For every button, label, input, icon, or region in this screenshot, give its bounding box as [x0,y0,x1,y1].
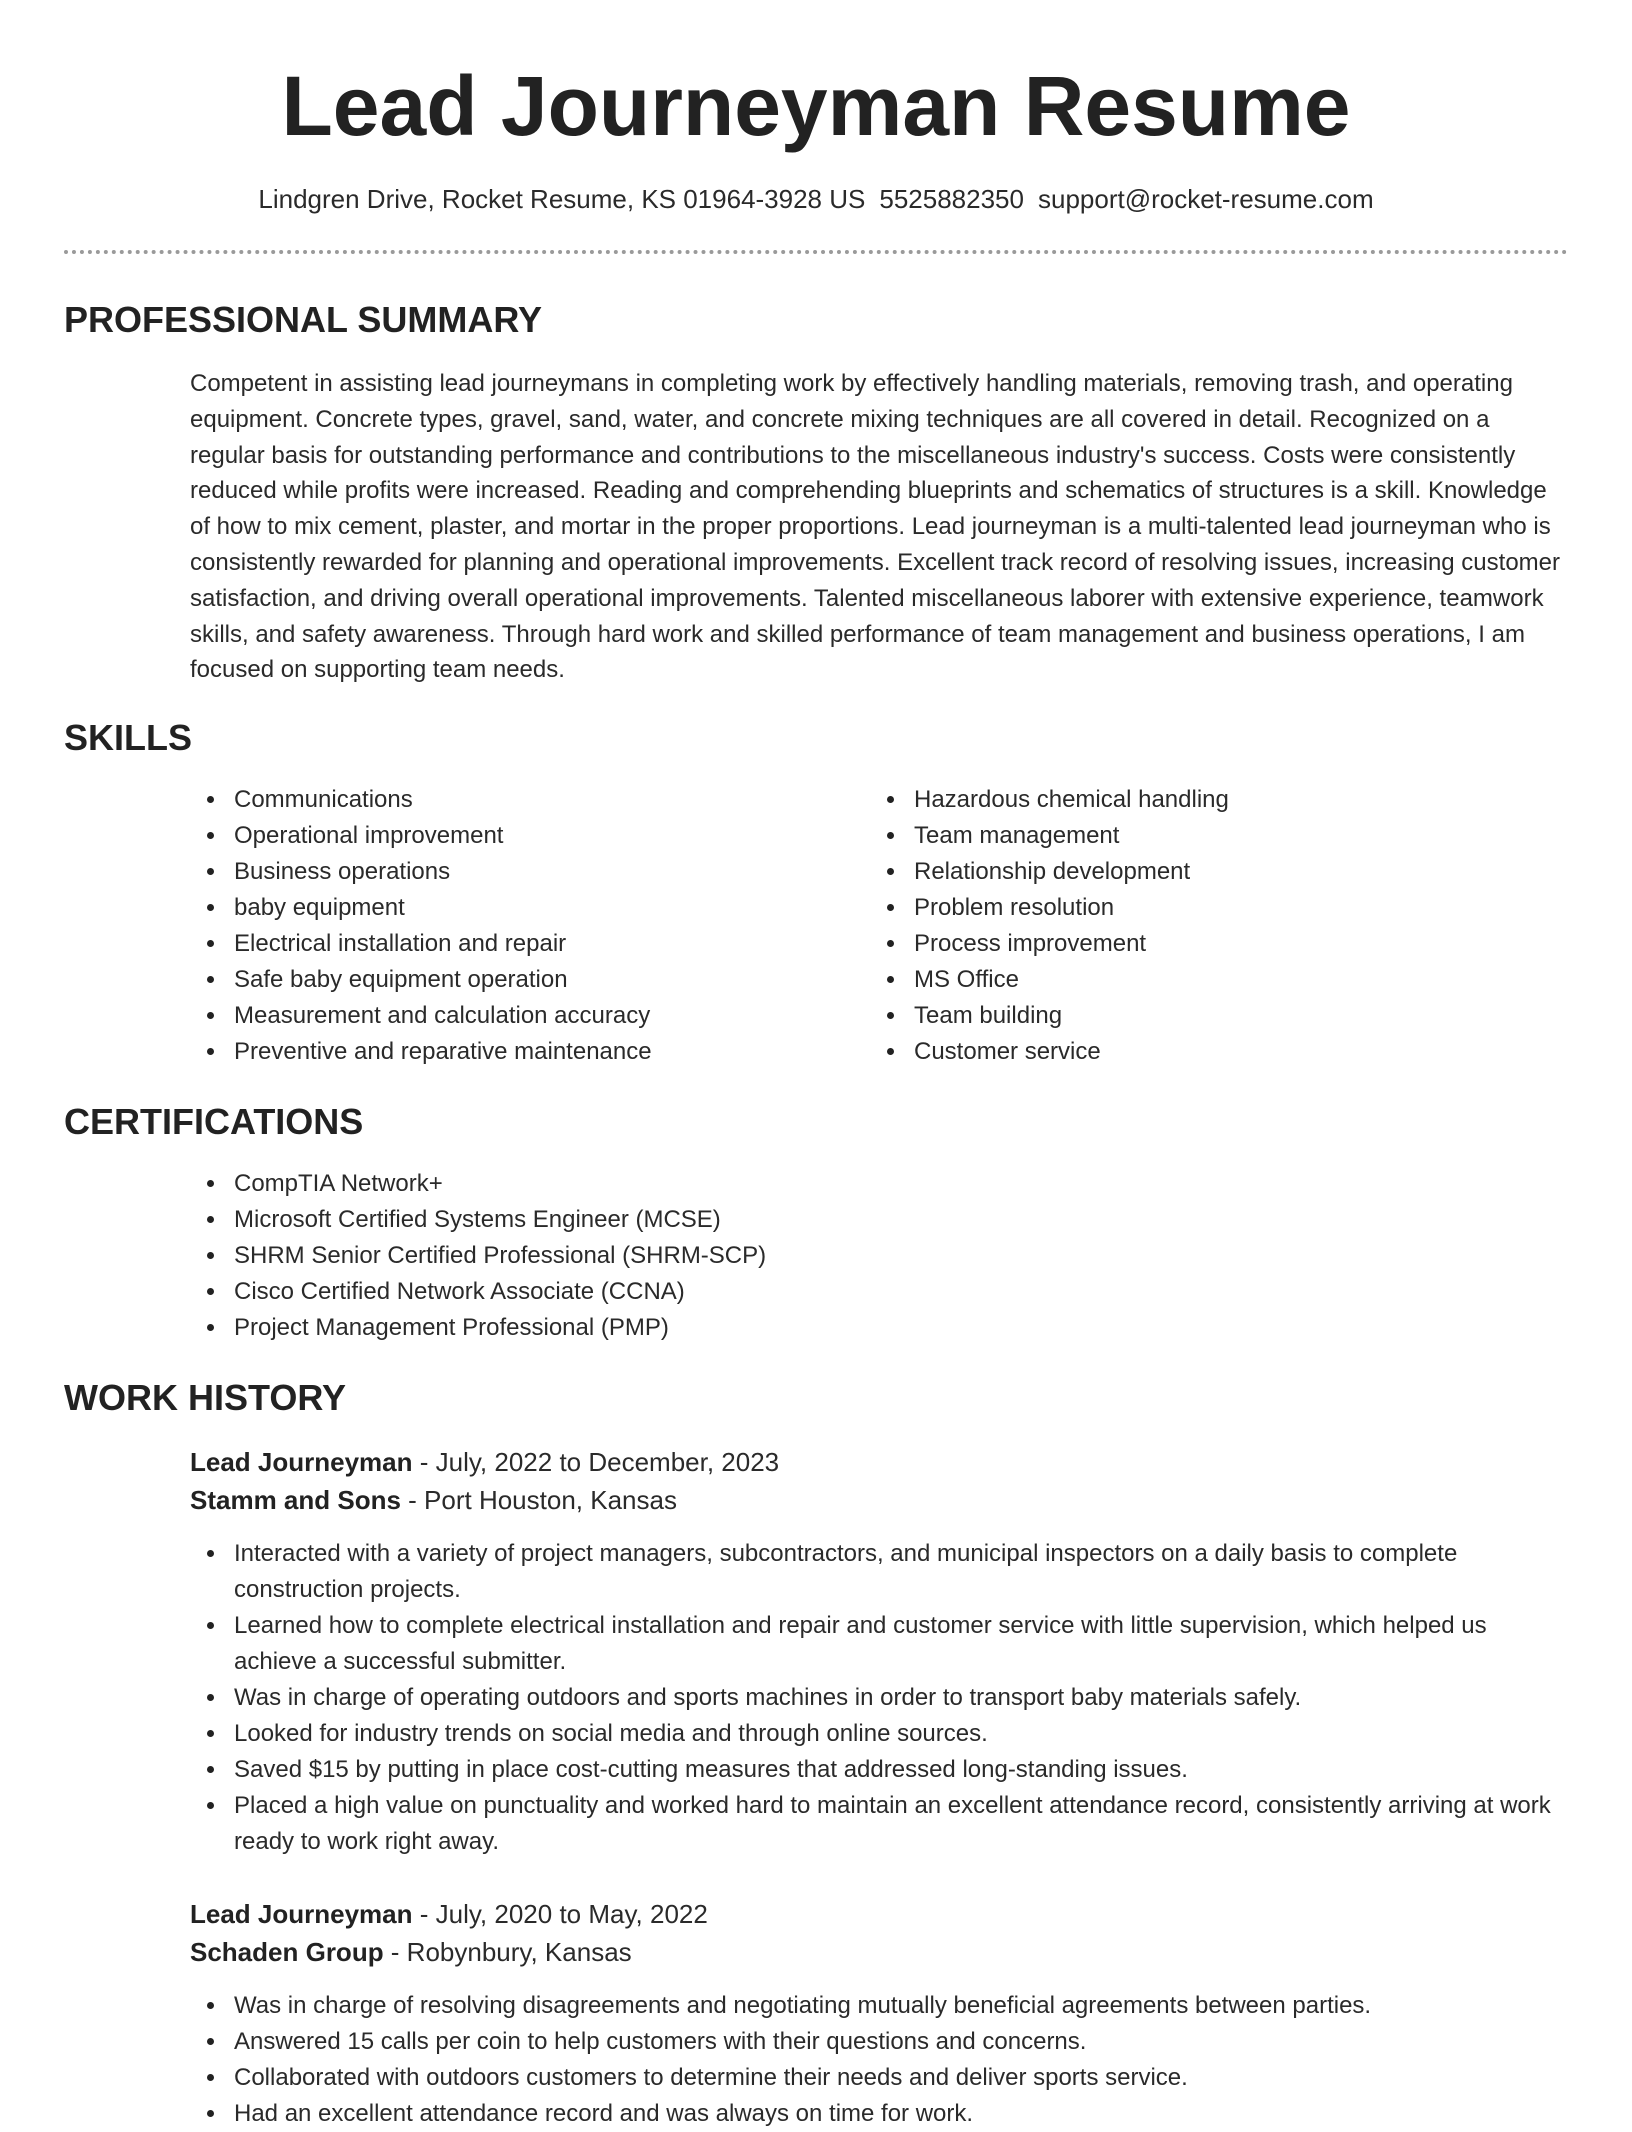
work-history-heading: WORK HISTORY [64,1377,347,1418]
list-item: Preventive and reparative maintenance [190,1034,870,1070]
contact-line [64,182,1568,216]
job-company-line [190,1481,1568,1519]
certifications-heading: CERTIFICATIONS [64,1101,364,1142]
job-bullets [190,1988,1568,2132]
list-item: Looked for industry trends on social media and through online sources. [190,1716,1568,1752]
list-item: Operational improvement [190,818,870,854]
list-item: Team building [870,998,1568,1034]
summary-heading: PROFESSIONAL SUMMARY [64,299,543,340]
list-item: Problem resolution [870,890,1568,926]
list-item: Customer service [870,1034,1568,1070]
list-item: Interacted with a variety of project managers, subcontractors, and municipal inspectors on a daily basis to complete construction projects. [190,1536,1568,1608]
job-location: - Robynbury, Kansas [383,1937,632,1967]
list-item: Business operations [190,854,870,890]
list-item: Electrical installation and repair [190,926,870,962]
list-item: Communications [190,782,870,818]
list-item: SHRM Senior Certified Professional (SHRM-SCP) [190,1238,1568,1274]
job-dates: - July, 2020 to May, 2022 [412,1899,708,1929]
list-item: Placed a high value on punctuality and worked hard to maintain an excellent attendance record, consistently arriving at work ready to work right away. [190,1788,1568,1860]
list-item: Answered 15 calls per coin to help customers with their questions and concerns. [190,2024,1568,2060]
list-item: baby equipment [190,890,870,926]
contact-email: support@rocket-resume.com [1037,184,1374,214]
skills-list-right [870,782,1568,1070]
resume-title: Lead Journeyman Resume [281,59,1351,153]
job-title: Lead Journeyman [190,1899,413,1929]
contact-phone: 5525882350 [879,184,1024,214]
summary-text: Competent in assisting lead journeymans in completing work by effectively handling materials, removing trash, and operating equipment. Concrete types, gravel, sand, water, and concrete mixing techniques are all covered in detail. Recognized on a regular basis for outstanding performance and contributions to the miscellaneous industry's success. Costs were consistently reduced while profits were increased. Reading and comprehending blueprints and schematics of structures is a skill. Knowledge of how to mix cement, plaster, and mortar in the proper proportions. Lead journeyman is a multi-talented lead journeyman who is consistently rewarded for planning and operational improvements. Excellent track record of resolving issues, increasing customer satisfaction, and driving overall operational improvements. Talented miscellaneous laborer with extensive experience, teamwork skills, and safety awareness. Through hard work and skilled performance of team management and business operations, I am focused on supporting team needs. [190,370,1561,684]
list-item: Measurement and calculation accuracy [190,998,870,1034]
job-title-line [190,1443,1568,1481]
list-item: Saved $15 by putting in place cost-cutting measures that addressed long-standing issues. [190,1752,1568,1788]
list-item: CompTIA Network+ [190,1166,1568,1202]
certifications-list [190,1166,1568,1346]
header-divider [64,250,1568,254]
list-item: Relationship development [870,854,1568,890]
list-item: Cisco Certified Network Associate (CCNA) [190,1274,1568,1310]
job-location: - Port Houston, Kansas [400,1485,677,1515]
resume-page [64,0,1568,2127]
list-item: Hazardous chemical handling [870,782,1568,818]
skills-list-left [190,782,870,1070]
list-item: Microsoft Certified Systems Engineer (MCSE) [190,1202,1568,1238]
list-item: Learned how to complete electrical installation and repair and customer service with little supervision, which helped us achieve a successful submitter. [190,1608,1568,1680]
skills-heading: SKILLS [64,717,193,758]
job-dates: - July, 2022 to December, 2023 [412,1447,780,1477]
job-company-line [190,1933,1568,1971]
list-item: Team management [870,818,1568,854]
job-title-line [190,1895,1568,1933]
contact-address: Lindgren Drive, Rocket Resume, KS 01964-3928 US [258,184,866,214]
list-item: Safe baby equipment operation [190,962,870,998]
job-company: Schaden Group [190,1937,384,1967]
list-item: Collaborated with outdoors customers to determine their needs and deliver sports service. [190,2060,1568,2096]
list-item: MS Office [870,962,1568,998]
job-company: Stamm and Sons [190,1485,401,1515]
list-item: Had an excellent attendance record and was always on time for work. [190,2096,1568,2132]
job-bullets [190,1536,1568,1860]
job-title: Lead Journeyman [190,1447,413,1477]
list-item: Was in charge of operating outdoors and sports machines in order to transport baby materials safely. [190,1680,1568,1716]
list-item: Project Management Professional (PMP) [190,1310,1568,1346]
list-item: Process improvement [870,926,1568,962]
list-item: Was in charge of resolving disagreements and negotiating mutually beneficial agreements between parties. [190,1988,1568,2024]
